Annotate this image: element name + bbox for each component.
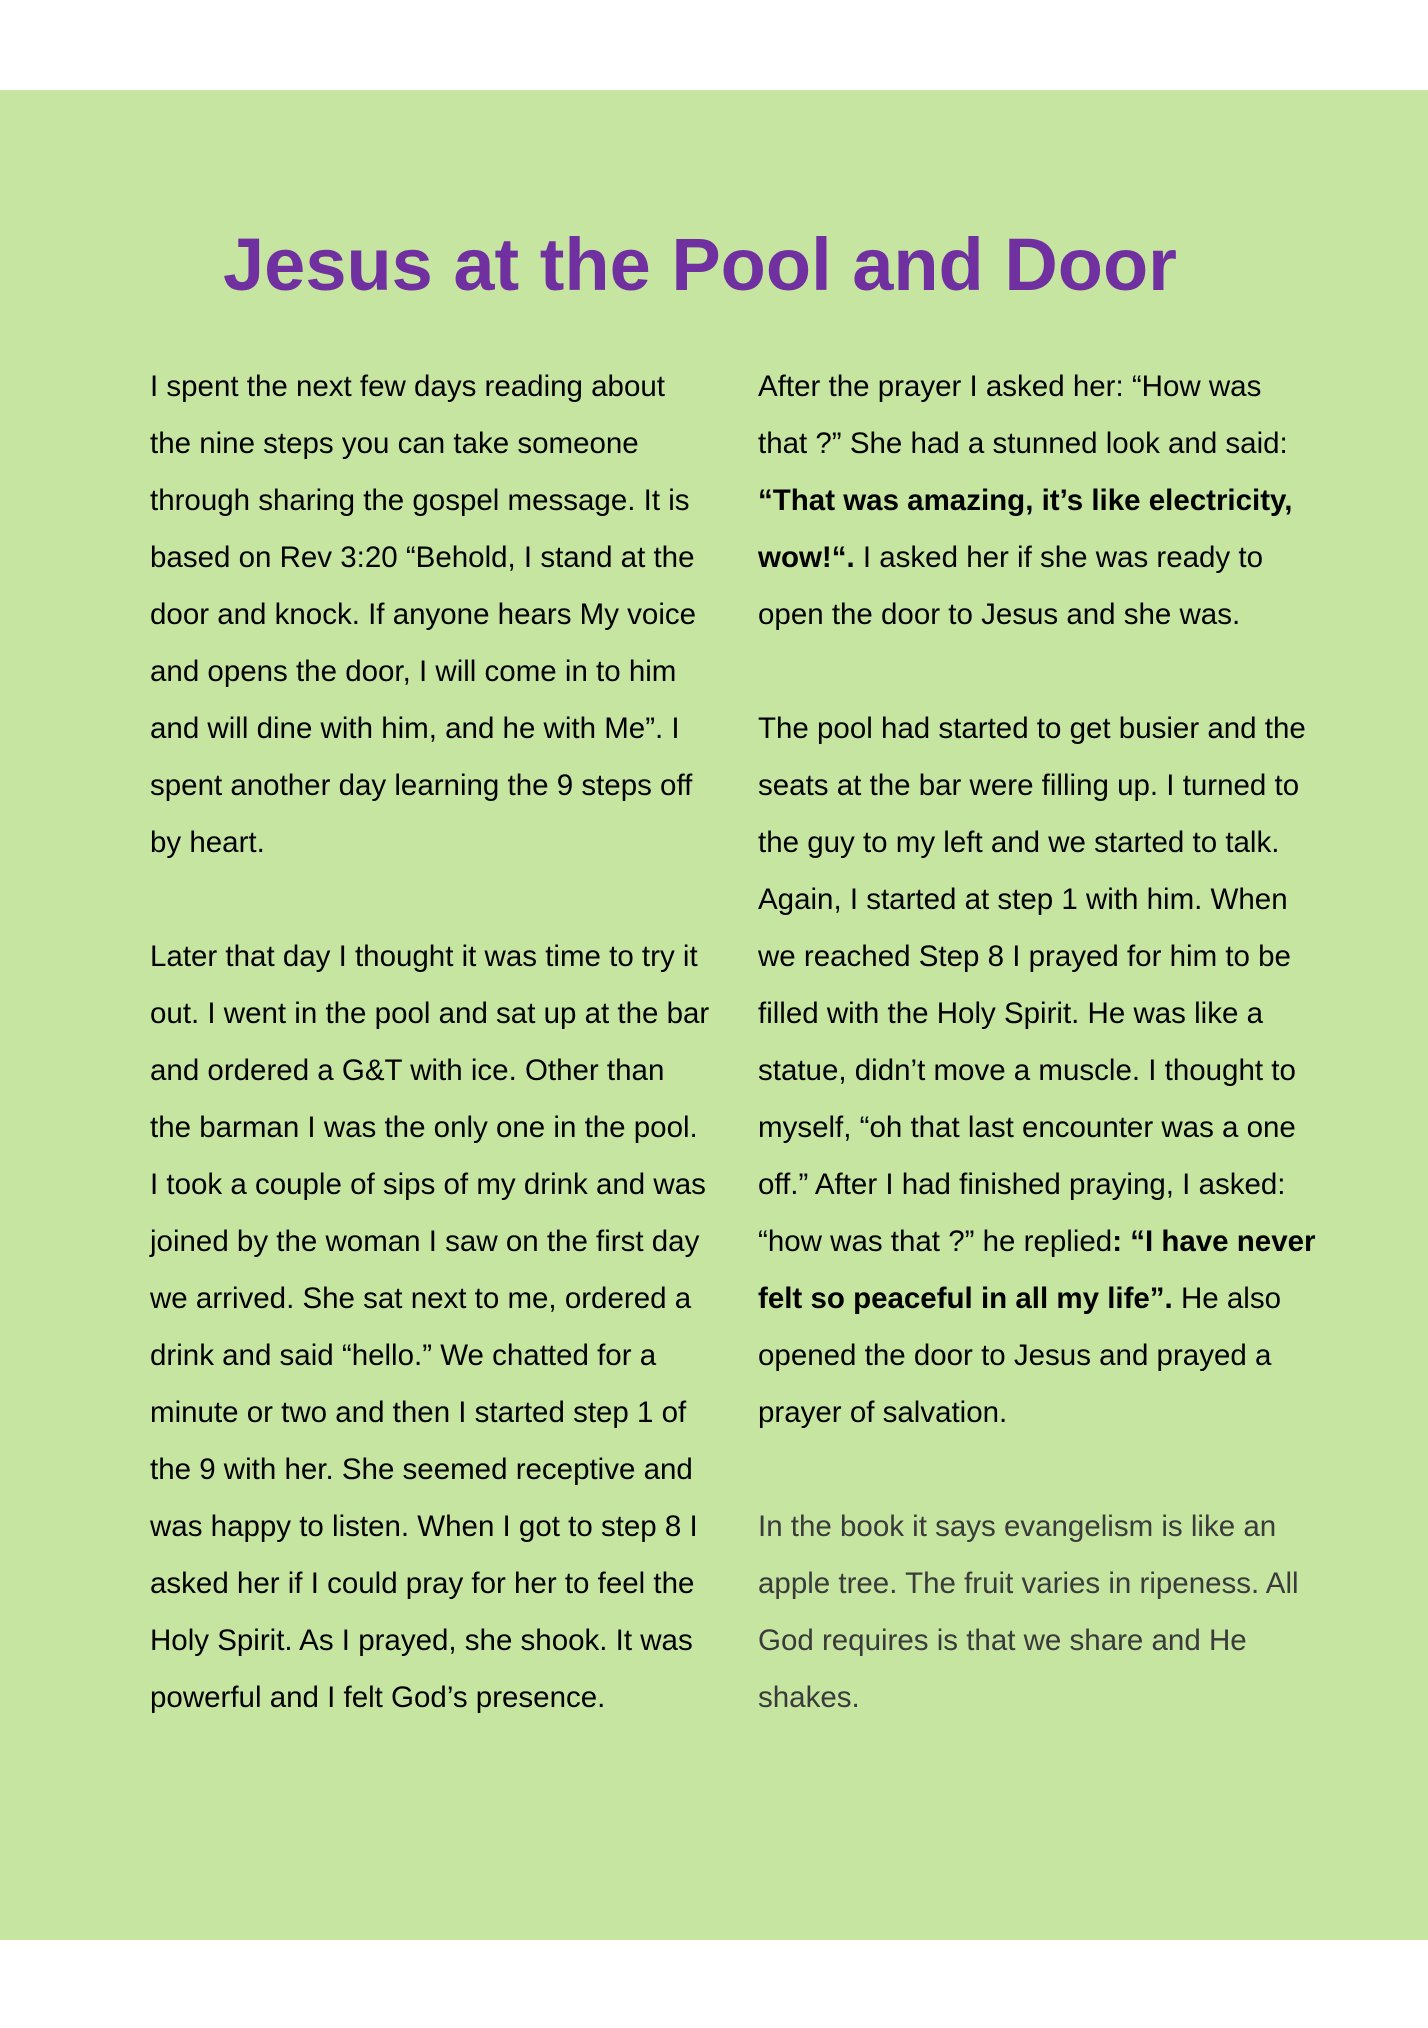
left-paragraph-1: I spent the next few days reading about the nine steps you can take someone through sharing the gospel message. It is based on Rev 3:20 “Behold, I stand at the door and knock. If anyone hears My voice and opens the door, I will come in to him and will dine with him, and he with Me”. I spent another day learning the 9 steps off by heart. xyxy=(150,370,697,859)
right-paragraph-2-text-b: He also opened the door to Jesus and prayed a prayer of salvation. xyxy=(758,1282,1281,1429)
left-column xyxy=(150,358,710,1726)
right-paragraph-1-text-a: After the prayer I asked her: “How was that ?” She had a stunned look and said: xyxy=(758,370,1288,460)
left-paragraph-2: Later that day I thought it was time to try it out. I went in the pool and sat up at the bar and ordered a G&T with ice. Other than the barman I was the only one in the pool. I took a couple of sips of my drink and was joined by the woman I saw on the first day we arrived. She sat next to me, ordered a drink and said “hello.” We chatted for a minute or two and then I started step 1 of the 9 with her. She seemed receptive and was happy to listen. When I got to step 8 I asked her if I could pray for her to feel the Holy Spirit. As I prayed, she shook. It was powerful and I felt God’s presence. xyxy=(150,940,710,1714)
right-paragraph-2-quote: : “I have never felt so peaceful in all my life”. xyxy=(758,1225,1316,1315)
right-paragraph-2-text-a: The pool had started to get busier and the seats at the bar were filling up. I turned to the guy to my left and we started to talk. Again, I started at step 1 with him. When we reached Step 8 I prayed for him to be filled with the Holy Spirit. He was like a statue, didn’t move a muscle. I thought to myself, “oh that last encounter was a one off.” After I had finished praying, I asked: “how was that ?” he replied xyxy=(758,712,1306,1258)
page-title: Jesus at the Pool and Door xyxy=(223,223,1177,306)
right-paragraph-1-quote: “That was amazing, it’s like electricity, wow!“. xyxy=(758,484,1293,574)
right-paragraph-1-text-b: I asked her if she was ready to open the door to Jesus and she was. xyxy=(758,541,1263,631)
right-column xyxy=(758,358,1318,1726)
right-paragraph-3: In the book it says evangelism is like an apple tree. The fruit varies in ripeness. All God requires is that we share and He shakes. xyxy=(758,1510,1299,1714)
right-paragraph-2 xyxy=(758,700,1318,1441)
right-paragraph-1 xyxy=(758,358,1318,643)
